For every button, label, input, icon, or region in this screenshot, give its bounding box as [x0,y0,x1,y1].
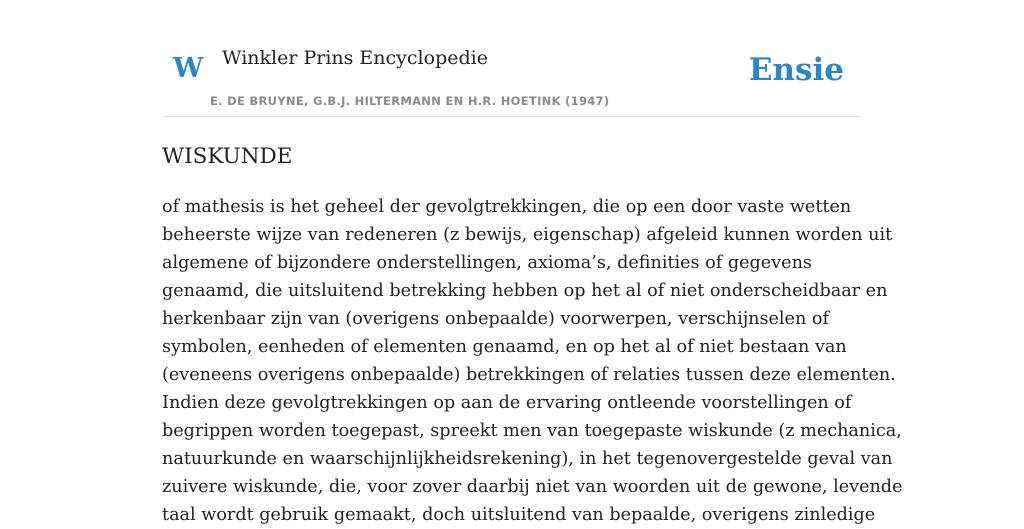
article [162,0,903,529]
body-line: zuivere wiskunde, die, voor zover daarbij niet van woorden uit de gewone, levende [162,477,903,497]
body-line: begrippen worden toegepast, spreekt men van toegepaste wiskunde (z mechanica, [162,421,902,441]
body-line: (eveneens overigens onbepaalde) betrekkingen of relaties tussen deze elementen. [162,365,896,385]
wp-logo-icon[interactable]: W [173,53,204,84]
entry-body [162,193,903,529]
publication-title[interactable]: Winkler Prins Encyclopedie [222,47,488,69]
body-line: genaamd, die uitsluitend betrekking hebben op het al of niet onderscheidbaar en [162,281,888,301]
body-line: beheerste wijze van redeneren (z bewijs, eigenschap) afgeleid kunnen worden uit [162,225,893,245]
body-line: Indien deze gevolgtrekkingen op aan de ervaring ontleende voorstellingen of [162,393,852,413]
body-line: of mathesis is het geheel der gevolgtrekkingen, die op een door vaste wetten [162,197,852,217]
entry-title: WISKUNDE [162,144,293,169]
ensie-logo[interactable]: Ensie [748,52,844,88]
body-line: symbolen, eenheden of elementen genaamd, en op het al of niet bestaan van [162,337,847,357]
body-line: taal wordt gebruik gemaakt, doch uitsluitend van bepaalde, overigens zinledige [162,505,876,525]
authors-line: E. DE BRUYNE, G.B.J. HILTERMANN EN H.R. HOETINK (1947) [210,94,610,108]
body-line: algemene of bijzondere onderstellingen, axioma’s, definities of gegevens [162,253,812,273]
body-line: natuurkunde en waarschijnlijkheidsrekening), in het tegenovergestelde geval van [162,449,893,469]
body-line: herkenbaar zijn van (overigens onbepaalde) voorwerpen, verschijnselen of [162,309,829,329]
source-header [162,0,862,117]
